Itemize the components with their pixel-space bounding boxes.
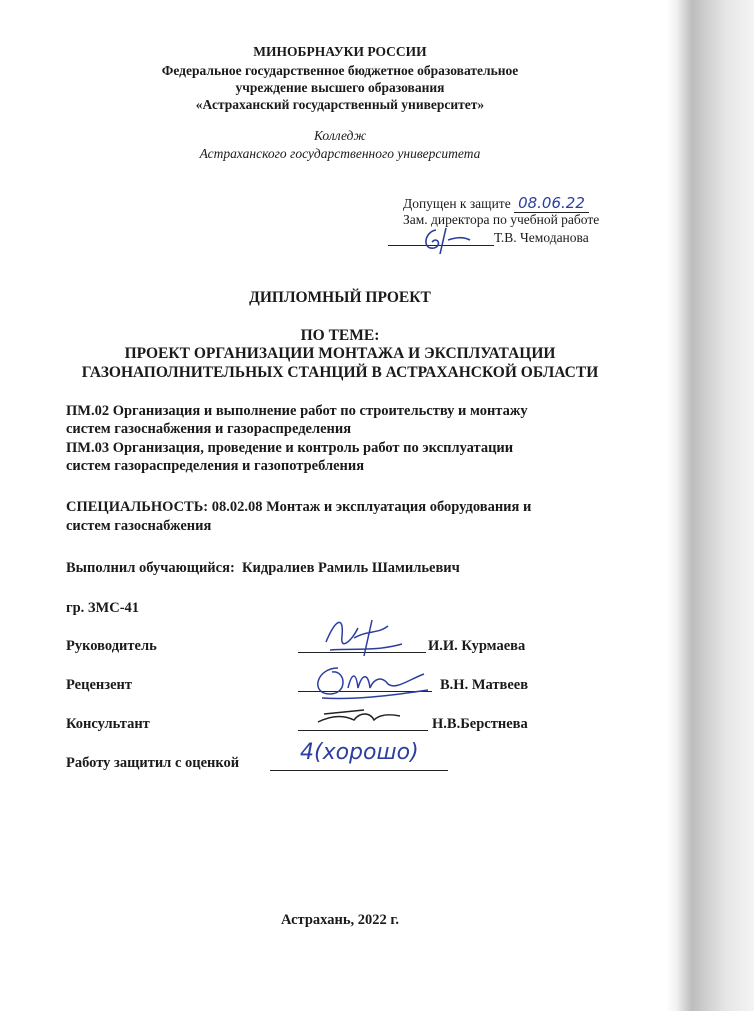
- approval-date-handwritten: 08.06.22: [514, 194, 589, 213]
- role-reviewer-label: Рецензент: [66, 677, 132, 693]
- defense-grade-line: [270, 770, 448, 771]
- city-year: Астрахань, 2022 г.: [281, 912, 399, 928]
- institution-line-3: «Астраханский государственный университет»: [195, 97, 485, 112]
- supervisor-signature-icon: [318, 612, 408, 660]
- defense-grade-handwritten: 4(хорошо): [300, 740, 419, 765]
- module-pm02-line-2: систем газоснабжения и газораспределения: [66, 421, 352, 437]
- college-line-1: Колледж: [313, 128, 367, 143]
- approval-name: Т.В. Чемоданова: [494, 230, 589, 245]
- topic-label: ПО ТЕМЕ:: [300, 327, 380, 344]
- module-pm03-line-2: систем газораспределения и газопотребления: [66, 458, 365, 474]
- college-line-2: Астраханского государственного университета: [199, 146, 481, 161]
- document-type-title: ДИПЛОМНЫЙ ПРОЕКТ: [249, 289, 431, 306]
- role-consultant-label: Консультант: [66, 716, 150, 732]
- specialty-line-2: систем газоснабжения: [66, 518, 212, 534]
- reviewer-signature-icon: [308, 660, 434, 702]
- consultant-signature-icon: [314, 704, 404, 732]
- approval-position: Зам. директора по учебной работе: [403, 212, 600, 227]
- institution-line-2: учреждение высшего образования: [235, 80, 445, 95]
- student-row: [66, 560, 460, 577]
- approval-admitted: [403, 194, 589, 212]
- student-name: Кидралиев Рамиль Шамильевич: [242, 560, 460, 576]
- approval-admitted-label: Допущен к защите: [403, 196, 511, 211]
- module-pm02-line-1: ПМ.02 Организация и выполнение работ по строительству и монтажу: [66, 403, 528, 419]
- topic-line-2: ГАЗОНАПОЛНИТЕЛЬНЫХ СТАНЦИЙ В АСТРАХАНСКОЙ ОБЛАСТИ: [81, 364, 599, 381]
- approval-signature-icon: [418, 222, 478, 256]
- ministry-heading: МИНОБРНАУКИ РОССИИ: [253, 44, 427, 59]
- role-supervisor-label: Руководитель: [66, 638, 157, 654]
- module-pm03-line-1: ПМ.03 Организация, проведение и контроль работ по эксплуатации: [66, 440, 514, 456]
- topic-line-1: ПРОЕКТ ОРГАНИЗАЦИИ МОНТАЖА И ЭКСПЛУАТАЦИИ: [124, 345, 556, 362]
- defense-label: Работу защитил с оценкой: [66, 755, 240, 771]
- institution-line-1: Федеральное государственное бюджетное образовательное: [161, 63, 519, 78]
- specialty-line-1: СПЕЦИАЛЬНОСТЬ: 08.02.08 Монтаж и эксплуатация оборудования и: [66, 499, 532, 515]
- role-supervisor-name: И.И. Курмаева: [428, 638, 526, 654]
- student-group: гр. ЗМС-41: [66, 600, 140, 616]
- student-label: Выполнил обучающийся:: [66, 560, 235, 576]
- role-consultant-name: Н.В.Берстнева: [432, 716, 528, 732]
- role-reviewer-name: В.Н. Матвеев: [440, 677, 529, 693]
